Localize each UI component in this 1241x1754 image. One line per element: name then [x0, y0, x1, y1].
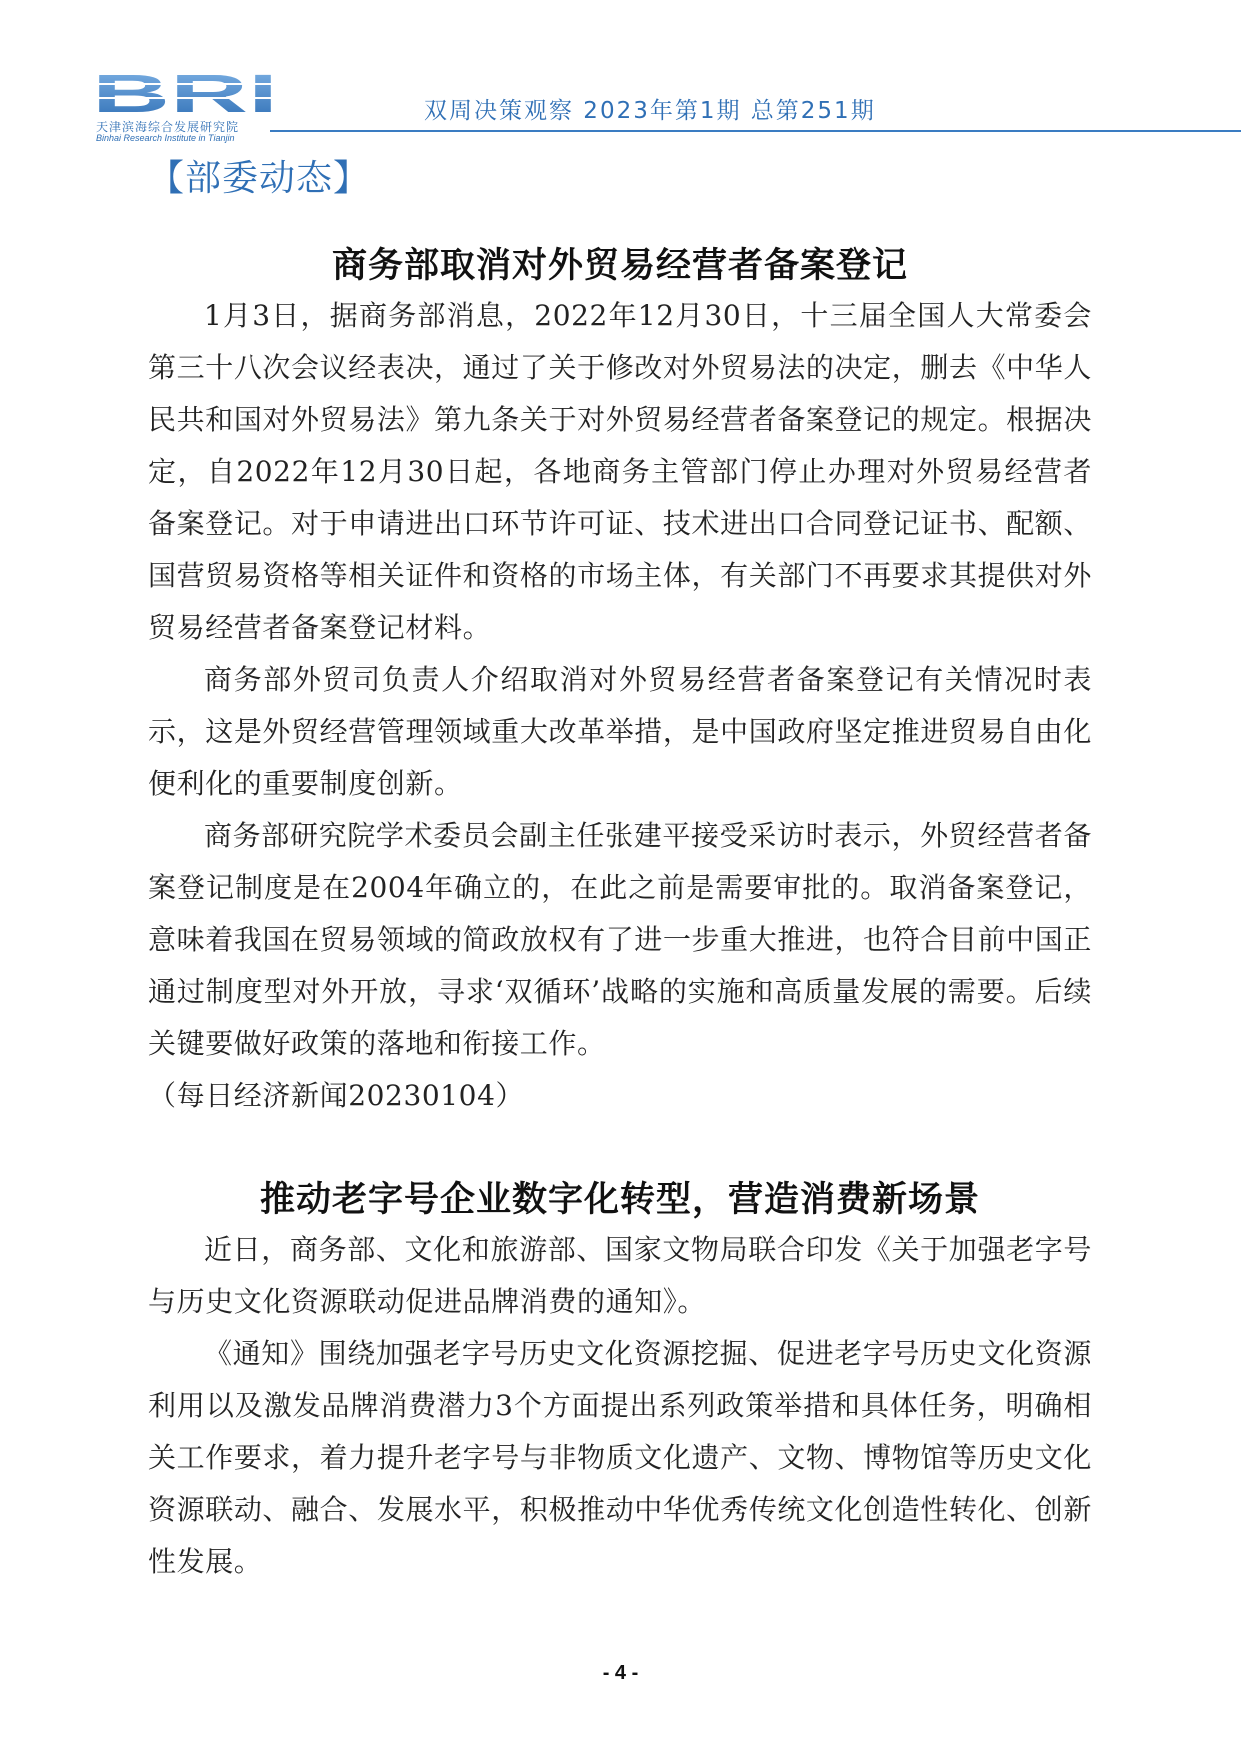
- page-header: [0, 0, 1241, 143]
- paragraph: 1月3日，据商务部消息，2022年12月30日，十三届全国人大常委会第三十八次会议经表决，通过了关于修改对外贸易法的决定，删去《中华人民共和国对外贸易法》第九条关于对外贸易经营者备案登记的规定。根据决定，自2022年12月30日起，各地商务主管部门停止办理对外贸易经营者备案登记。对于申请进出口环节许可证、技术进出口合同登记证书、配额、国营贸易资格等相关证件和资格的市场主体，有关部门不再要求其提供对外贸易经营者备案登记材料。: [148, 299, 1092, 644]
- logo-letters-text: BRI: [92, 68, 278, 116]
- header-divider: [270, 130, 1241, 132]
- paragraph: 商务部外贸司负责人介绍取消对外贸易经营者备案登记有关情况时表示，这是外贸经营管理领域重大改革举措，是中国政府坚定推进贸易自由化便利化的重要制度创新。: [148, 663, 1092, 800]
- paragraph: 《通知》围绕加强老字号历史文化资源挖掘、促进老字号历史文化资源利用以及激发品牌消费潜力3个方面提出系列政策举措和具体任务，明确相关工作要求，着力提升老字号与非物质文化遗产、文物、博物馆等历史文化资源联动、融合、发展水平，积极推动中华优秀传统文化创造性转化、创新性发展。: [148, 1337, 1092, 1578]
- publication-title: 双周决策观察 2023年第1期 总第251期: [424, 98, 876, 124]
- article-source: （每日经济新闻20230104）: [148, 1079, 525, 1112]
- page-number: - 4 -: [602, 1662, 639, 1684]
- article-body-1: [148, 290, 1092, 1122]
- section-label: 【部委动态】: [148, 158, 371, 199]
- paragraph: 商务部研究院学术委员会副主任张建平接受采访时表示，外贸经营者备案登记制度是在2004年确立的，在此之前是需要审批的。取消备案登记，意味着我国在贸易领域的简政放权有了进一步重大推进，也符合目前中国正通过制度型对外开放，寻求‘双循环’战略的实施和高质量发展的需要。后续关键要做好政策的落地和衔接工作。: [148, 819, 1092, 1060]
- paragraph: 近日，商务部、文化和旅游部、国家文物局联合印发《关于加强老字号与历史文化资源联动促进品牌消费的通知》。: [148, 1233, 1092, 1318]
- article-title-1: 商务部取消对外贸易经营者备案登记: [331, 245, 908, 286]
- logo-chinese-name: 天津滨海综合发展研究院: [96, 120, 240, 134]
- bri-logo-letters: [92, 68, 282, 116]
- logo-english-name: Binhai Research Institute in Tianjin: [96, 133, 235, 143]
- article-title-2: 推动老字号企业数字化转型，营造消费新场景: [259, 1179, 980, 1220]
- article-body-2: [148, 1224, 1092, 1588]
- bri-logo: [92, 68, 288, 144]
